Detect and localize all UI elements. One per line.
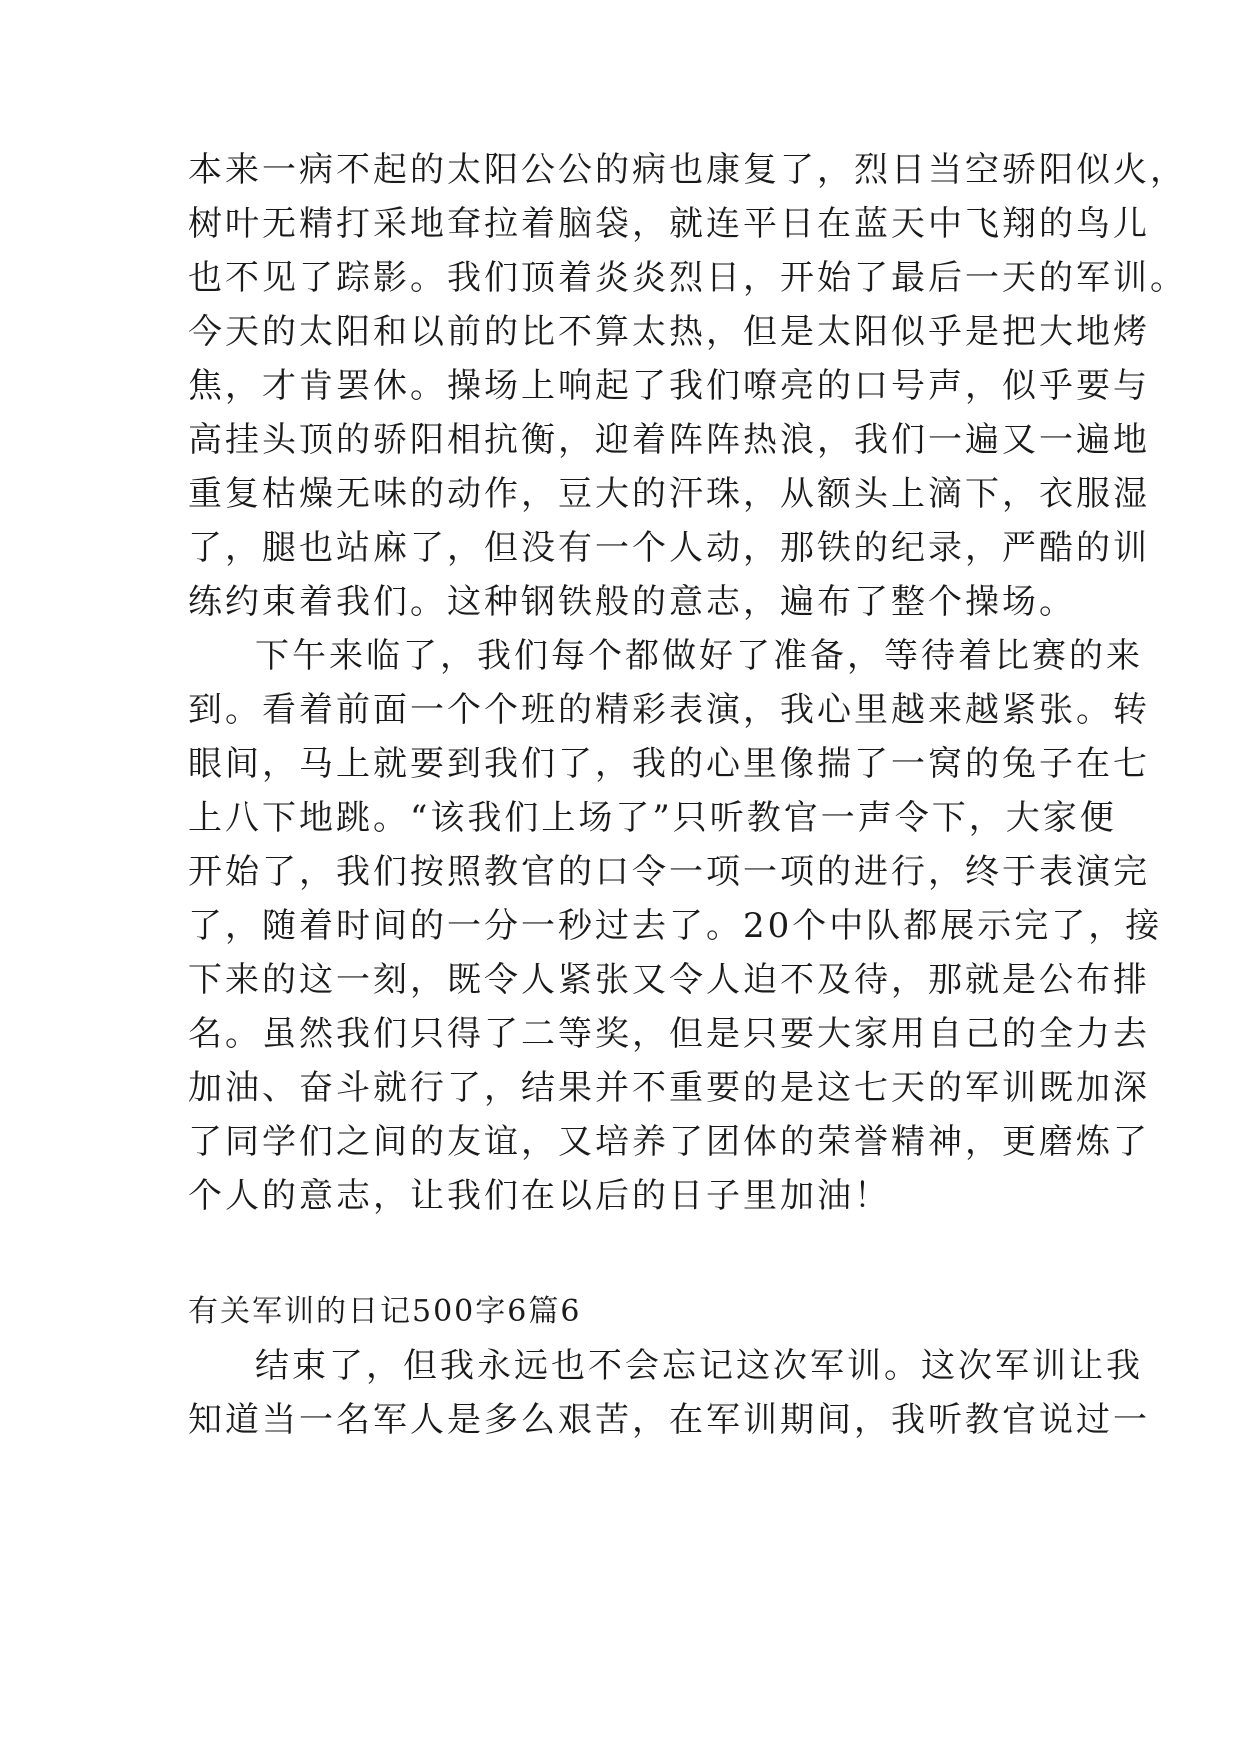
paragraph-2-line: 了，随着时间的一分一秒过去了。20个中队都展示完了，接 — [188, 906, 1163, 946]
section-heading: 有关军训的日记500字6篇6 — [188, 1294, 582, 1329]
paragraph-1-line: 焦，才肯罢休。操场上响起了我们嘹亮的口号声，似乎要与 — [188, 366, 1150, 406]
paragraph-2-line: 个人的意志，让我们在以后的日子里加油！ — [188, 1176, 891, 1216]
paragraph-2-line: 加油、奋斗就行了，结果并不重要的是这七天的军训既加深 — [188, 1068, 1150, 1108]
paragraph-1-line: 本来一病不起的太阳公公的病也康复了，烈日当空骄阳似火， — [188, 150, 1187, 190]
paragraph-3-line: 知道当一名军人是多么艰苦，在军训期间，我听教官说过一 — [188, 1400, 1150, 1440]
paragraph-2-line: 上八下地跳。“该我们上场了”只听教官一声令下，大家便 — [188, 798, 1117, 838]
paragraph-2-line: 开始了，我们按照教官的口令一项一项的进行，终于表演完 — [188, 852, 1150, 892]
paragraph-1-line: 重复枯燥无味的动作，豆大的汗珠，从额头上滴下，衣服湿 — [188, 474, 1150, 514]
paragraph-1-line: 也不见了踪影。我们顶着炎炎烈日，开始了最后一天的军训。 — [188, 258, 1187, 298]
paragraph-1-line: 了，腿也站麻了，但没有一个人动，那铁的纪录，严酷的训 — [188, 528, 1150, 568]
paragraph-2-line: 名。虽然我们只得了二等奖，但是只要大家用自己的全力去 — [188, 1014, 1150, 1054]
paragraph-1-line: 高挂头顶的骄阳相抗衡，迎着阵阵热浪，我们一遍又一遍地 — [188, 420, 1150, 460]
paragraph-2-line: 了同学们之间的友谊，又培养了团体的荣誉精神，更磨炼了 — [188, 1122, 1150, 1162]
paragraph-1-line: 练约束着我们。这种钢铁般的意志，遍布了整个操场。 — [188, 582, 1076, 622]
paragraph-2-line: 下来的这一刻，既令人紧张又令人迫不及待，那就是公布排 — [188, 960, 1150, 1000]
paragraph-1-line: 今天的太阳和以前的比不算太热，但是太阳似乎是把大地烤 — [188, 312, 1150, 352]
paragraph-1-line: 树叶无精打采地耷拉着脑袋，就连平日在蓝天中飞翔的鸟儿 — [188, 204, 1150, 244]
paragraph-2-line: 到。看着前面一个个班的精彩表演，我心里越来越紧张。转 — [188, 690, 1150, 730]
paragraph-2-line: 下午来临了，我们每个都做好了准备，等待着比赛的来 — [255, 636, 1143, 676]
paragraph-3-line: 结束了，但我永远也不会忘记这次军训。这次军训让我 — [255, 1346, 1143, 1386]
paragraph-2-line: 眼间，马上就要到我们了，我的心里像揣了一窝的兔子在七 — [188, 744, 1150, 784]
